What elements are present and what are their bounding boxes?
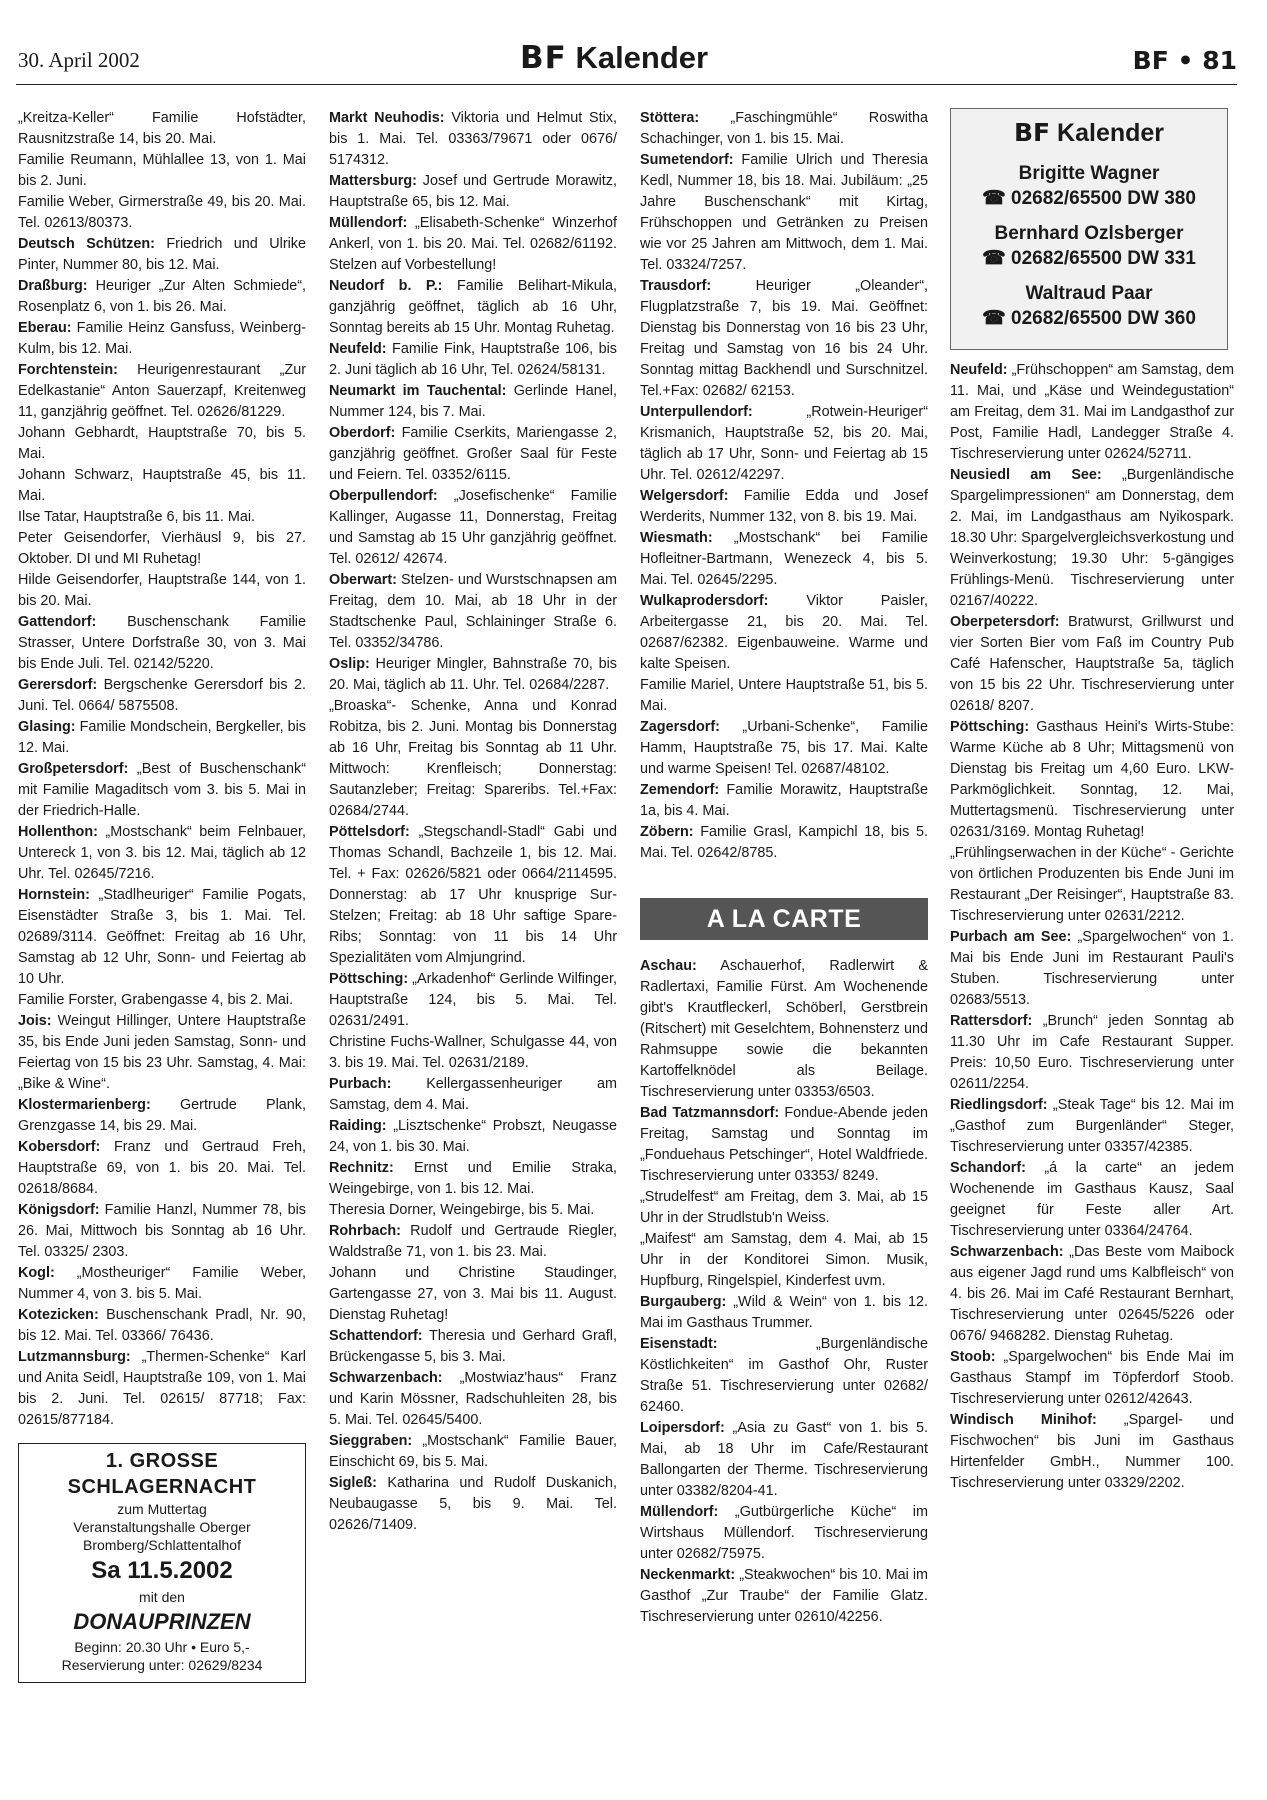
column-2-entries (329, 108, 617, 1536)
listing-place: Oberdorf: (329, 425, 396, 441)
listing-entry (950, 612, 1234, 717)
listing-place: Zöbern: (640, 824, 694, 840)
listing-entry (640, 1229, 928, 1292)
listing-text: Familie Reumann, Mühlallee 13, von 1. Mai bis 2. Juni. (18, 152, 306, 189)
listing-text: Peter Geisendorfer, Vierhäusl 9, bis 27. Oktober. DI und MI Ruhetag! (18, 530, 306, 567)
listing-text: „Broaska“- Schenke, Anna und Konrad Robitza, bis 2. Juni. Montag bis Donnerstag ab 16 Uhr, Freitag bis Sonntag ab 11 Uhr. Mittwoch: Krenfleisch; Donnerstag: Sautanzleber; Freitag: Spareribs. Tel.+Fax: 02684/2744. (329, 698, 617, 819)
listing-place: Welgersdorf: (640, 488, 729, 504)
column-2 (329, 108, 617, 1536)
listing-text: „Urbani-Schenke“, Familie Hamm, Hauptstraße 75, bis 17. Mai. Kalte und warme Speisen! Tel. 02687/48102. (640, 719, 928, 777)
ad-line: mit den (139, 1589, 185, 1605)
listing-place: Eberau: (18, 320, 72, 336)
listing-entry (640, 1334, 928, 1418)
page-title (520, 40, 708, 76)
listing-text: Christine Fuchs-Wallner, Schulgasse 44, von 3. bis 19. Mai. Tel. 02631/2189. (329, 1034, 617, 1071)
brand-logo: BF (520, 40, 567, 76)
ad-line: Bromberg/Schlattentalhof (83, 1537, 241, 1553)
contact-phone (951, 186, 1227, 211)
listing-place: Loipersdorf: (640, 1420, 725, 1436)
listing-entry (329, 108, 617, 171)
listing-entry (640, 717, 928, 780)
listing-place: Riedlingsdorf: (950, 1097, 1048, 1113)
listing-text: Gertrude Plank, Grenzgasse 14, bis 29. Mai. (18, 1097, 306, 1134)
listing-text: „Arkadenhof“ Gerlinde Wilfinger, Hauptstraße 124, bis 5. Mai. Tel. 02631/2491. (329, 971, 617, 1029)
listing-entry (18, 192, 306, 234)
listing-text: Friedrich und Ulrike Pinter, Nummer 80, bis 12. Mai. (18, 236, 307, 273)
listing-place: Unterpullendorf: (640, 404, 753, 420)
ad-band: DONAUPRINZEN (73, 1609, 251, 1634)
ad-line: Reservierung unter: 02629/8234 (61, 1657, 263, 1673)
listing-entry (640, 1418, 928, 1502)
listing-entry (950, 843, 1234, 927)
listing-text: Familie Fink, Hauptstraße 106, bis 2. Juni täglich ab 16 Uhr, Tel. 02624/58131. (329, 341, 617, 378)
listing-entry (18, 108, 306, 150)
listing-entry (329, 1473, 617, 1536)
listing-place: Sigleß: (329, 1475, 377, 1491)
listing-text: Buschenschank Pradl, Nr. 90, bis 12. Mai. Tel. 03366/ 76436. (18, 1307, 306, 1344)
listing-text: „Lisztschenke“ Probszt, Neugasse 24, von 1. bis 30. Mai. (329, 1118, 617, 1155)
listing-text: „Josefischenke“ Familie Kallinger, Augasse 11, Donnerstag, Freitag und Samstag ab 15 Uhr ganzjährig geöffnet. Tel. 02612/ 42674. (329, 488, 617, 567)
issue-date: 30. April 2002 (18, 48, 140, 72)
listing-place: Hollenthon: (18, 824, 98, 840)
listing-text: Familie Forster, Grabengasse 4, bis 2. Mai. (18, 992, 294, 1008)
listing-text: „Das Beste vom Maibock aus eigener Jagd rund ums Kalbfleisch“ von 4. bis 26. Mai im Café Restaurant Bernhart, Tischreservierung unter 02645/5226 oder 0676/ 9468282. Dienstag Ruhetag. (950, 1244, 1234, 1344)
listing-entry (329, 1263, 617, 1326)
listing-text: „Faschingmühle“ Roswitha Schachinger, von 1. bis 15. Mai. (640, 110, 928, 147)
listing-place: Markt Neuhodis: (329, 110, 445, 126)
listing-text: Familie Edda und Josef Werderits, Nummer 132, von 8. bis 19. Mai. (640, 488, 928, 525)
header-divider (16, 84, 1237, 85)
listing-place: Purbach: (329, 1076, 392, 1092)
listing-text: „Mostschank“ bei Familie Hofleitner-Bartmann, Wenezeck 4, bis 5. Mai. Tel. 02645/2295. (640, 530, 928, 588)
page-number (1133, 46, 1237, 75)
listing-entry (640, 150, 928, 276)
listing-text: Johann Schwarz, Hauptstraße 45, bis 11. Mai. (18, 467, 306, 504)
listing-text: „Spargelwochen“ bis Ende Mai im Gasthaus Stampf im Töpferdorf Stoob. Tischreservierung unter 02612/42643. (950, 1349, 1234, 1407)
listing-place: Neufeld: (950, 362, 1008, 378)
listing-place: Neckenmarkt: (640, 1567, 736, 1583)
listing-place: Forchtenstein: (18, 362, 118, 378)
listing-text: Johann und Christine Staudinger, Gartengasse 27, von 3. Mai bis 11. August. Dienstag Ruhetag! (329, 1265, 617, 1323)
listing-entry (329, 1431, 617, 1473)
ad-line: Beginn: 20.30 Uhr • Euro 5,- (74, 1639, 250, 1655)
listing-text: „Strudelfest“ am Freitag, dem 3. Mai, ab 15 Uhr in der Strudlstub'n Weiss. (640, 1189, 928, 1226)
listing-entry (18, 675, 306, 717)
listing-text: Heurigenrestaurant „Zur Edelkastanie“ Anton Sauerzapf, Kreitenweg 11, ganzjährig geöffnet. Tel. 02626/81229. (18, 362, 306, 420)
listing-place: Großpetersdorf: (18, 761, 129, 777)
listing-entry (640, 1292, 928, 1334)
listing-text: „Steakwochen“ bis 10. Mai im Gasthof „Zur Traube“ der Familie Glatz. Tischreservierung unter 02610/42256. (640, 1567, 928, 1625)
listing-text: „Rotwein-Heuriger“ Krismanich, Hauptstraße 52, bis 20. Mai, täglich ab 17 Uhr, Sonn- und Feiertag ab 15 Uhr. Tel. 02612/42297. (640, 404, 928, 483)
ad-date: Sa 11.5.2002 (91, 1557, 233, 1584)
listing-entry (18, 1095, 306, 1137)
listing-place: Zemendorf: (640, 782, 720, 798)
listing-text: „Mostschank“ Familie Bauer, Einschicht 69, bis 5. Mai. (329, 1433, 617, 1470)
listing-text: Heuriger „Oleander“, Flugplatzstraße 7, bis 19. Mai. Geöffnet: Dienstag bis Donnerstag von 16 bis 23 Uhr, Freitag und Samstag von 16 bis 24 Uhr. Sonntag mittag Backhendl und Surschnitzel. Tel.+Fax: 02682/ 62153. (640, 278, 928, 399)
listing-text: Familie Mariel, Untere Hauptstraße 51, bis 5. Mai. (640, 677, 928, 714)
listing-place: Burgauberg: (640, 1294, 727, 1310)
a-la-carte-heading: A LA CARTE (640, 898, 928, 940)
listing-place: Aschau: (640, 958, 697, 974)
listing-place: Klostermarienberg: (18, 1097, 151, 1113)
listing-entry (950, 1011, 1234, 1095)
listing-entry (640, 1187, 928, 1229)
listing-entry (18, 717, 306, 759)
page-separator: • (1177, 46, 1194, 75)
listing-entry (18, 612, 306, 675)
listing-entry (18, 276, 306, 318)
listing-place: Schwarzenbach: (329, 1370, 443, 1386)
listing-text: „Stadlheuriger“ Familie Pogats, Eisenstädter Straße 3, bis 1. Mai. Tel. 02689/3114. Geöffnet: Freitag ab 16 Uhr, Samstag ab 12 Uhr, Sonn- und Feiertag ab 10 Uhr. (18, 887, 306, 987)
listing-text: Theresia Dorner, Weingebirge, bis 5. Mai. (329, 1202, 595, 1218)
listing-text: „Mostschank“ beim Felnbauer, Untereck 1, von 3. bis 12. Mai, täglich ab 12 Uhr. Tel. 02645/7216. (18, 824, 306, 882)
listing-entry (950, 927, 1234, 1011)
a-la-carte-entries (640, 956, 928, 1628)
listing-text: Theresia und Gerhard Grafl, Brückengasse 5, bis 3. Mai. (329, 1328, 617, 1365)
listing-place: Pöttelsdorf: (329, 824, 410, 840)
listing-text: „á la carte“ an jedem Wochenende im Gasthaus Kausz, Saal geeignet für Feste aller Art. Tischreservierung unter 03364/24764. (950, 1160, 1234, 1239)
listing-entry (640, 108, 928, 150)
listing-entry (329, 213, 617, 276)
column-3 (640, 108, 928, 1628)
listing-entry (18, 1011, 306, 1095)
listing-text: Franz und Gertraud Freh, Hauptstraße 69, von 1. bis 20. Mai. Tel. 02618/8684. (18, 1139, 306, 1197)
listing-text: Familie Morawitz, Hauptstraße 1a, bis 4. Mai. (640, 782, 928, 819)
listing-entry (640, 1565, 928, 1628)
listing-text: Fondue-Abende jeden Freitag, Samstag und Sonntag im „Fonduehaus Petschinger“, Hotel Waldfriede. Tischreservierung unter 03353/ 8249. (640, 1105, 928, 1184)
listing-place: Windisch Minihof: (950, 1412, 1097, 1428)
listing-entry (18, 1263, 306, 1305)
listing-entry (329, 1221, 617, 1263)
event-advertisement (18, 1443, 306, 1683)
listing-place: Eisenstadt: (640, 1336, 718, 1352)
phone-number: 02682/65500 DW 360 (1011, 308, 1196, 329)
listing-place: Neumarkt im Tauchental: (329, 383, 507, 399)
listing-entry (640, 822, 928, 864)
listing-entry (329, 570, 617, 654)
listing-entry (950, 1158, 1234, 1242)
listing-entry (18, 1347, 306, 1431)
listing-place: Neufeld: (329, 341, 387, 357)
contact-phone (951, 246, 1227, 271)
listing-entry (329, 1116, 617, 1158)
brand-logo: BF (1013, 118, 1051, 147)
listing-text: „Mostwiaz'haus“ Franz und Karin Mössner, Radschuhleiten 28, bis 5. Mai. Tel. 02645/5400. (329, 1370, 617, 1428)
listing-entry (329, 969, 617, 1032)
listing-entry (329, 276, 617, 339)
listing-text: „Elisabeth-Schenke“ Winzerhof Ankerl, von 1. bis 20. Mai. Tel. 02682/61192. Stelzen auf Vorbestellung! (329, 215, 617, 273)
contact-box (950, 108, 1228, 350)
listing-text: „Spargel- und Fischwochen“ bis Juni im Gasthaus Hirtenfelder GmbH., Nummer 100. Tischreservierung unter 03329/2202. (950, 1412, 1234, 1491)
listing-place: Lutzmannsburg: (18, 1349, 131, 1365)
phone-icon: ☎ (982, 248, 1012, 269)
listing-place: Rattersdorf: (950, 1013, 1033, 1029)
listing-place: Sieggraben: (329, 1433, 413, 1449)
section-title: Kalender (575, 40, 709, 75)
listing-entry (18, 318, 306, 360)
listing-entry (329, 381, 617, 423)
listing-place: Neusiedl am See: (950, 467, 1102, 483)
contact-name: Waltraud Paar (1025, 283, 1153, 304)
listing-place: Stöttera: (640, 110, 700, 126)
listing-place: Purbach am See: (950, 929, 1072, 945)
listing-text: „Spargelwochen“ von 1. Mai bis Ende Juni im Restaurant Pauli's Stuben. Tischreservierung unter 02683/5513. (950, 929, 1234, 1008)
listing-text: „Frühlingserwachen in der Küche“ - Gerichte von örtlichen Produzenten bis Ende Juni im Restaurant „Der Reisinger“, Hauptstraße 83. Tischreservierung unter 02631/2212. (950, 845, 1234, 924)
listing-entry (18, 234, 306, 276)
listing-text: „Steak Tage“ bis 12. Mai im „Gasthof zum Burgenländer“ Steger, Tischreservierung unter 03357/42385. (950, 1097, 1234, 1155)
listing-entry (640, 956, 928, 1103)
listing-text: Johann Gebhardt, Hauptstraße 70, bis 5. Mai. (18, 425, 306, 462)
phone-icon: ☎ (982, 308, 1012, 329)
contact-box-title-text: Kalender (1057, 119, 1165, 147)
listing-place: Königsdorf: (18, 1202, 100, 1218)
ad-line: zum Muttertag (117, 1501, 207, 1517)
listing-entry (950, 465, 1234, 612)
listing-entry (640, 1502, 928, 1565)
listing-entry (18, 759, 306, 822)
listing-text: „Stegschandl-Stadl“ Gabi und Thomas Schandl, Bachzeile 1, bis 12. Mai. Tel. + Fax: 02626/5821 oder 0664/2114595. Donnerstag: ab 17 Uhr knusprige Sur-Stelzen; Freitag: ab 18 Uhr saftige Spare-Ribs; Sonntag: von 11 bis 14 Uhr Spezialitäten vom Almjungrind. (329, 824, 617, 966)
listing-place: Kogl: (18, 1265, 55, 1281)
listing-entry (329, 423, 617, 486)
listing-place: Kotezicken: (18, 1307, 99, 1323)
listing-text: Viktoria und Helmut Stix, bis 1. Mai. Tel. 03363/79671 oder 0676/ 5174312. (329, 110, 617, 168)
page-number-value: 81 (1202, 46, 1237, 75)
column-3-entries (640, 108, 928, 864)
listing-entry (329, 1158, 617, 1200)
listing-text: Gasthaus Heini's Wirts-Stube: Warme Küche ab 8 Uhr; Mittagsmenü von Dienstag bis Freitag um 4,60 Euro. LKW-Parkmöglichkeit. Sonntag, 12. Mai, Muttertagsmenü. Tischreservierung unter 02631/3169. Montag Ruhetag! (950, 719, 1234, 840)
listing-text: Familie Grasl, Kampichl 18, bis 5. Mai. Tel. 02642/8785. (640, 824, 928, 861)
listing-text: Familie Ulrich und Theresia Kedl, Nummer 18, bis 18. Mai. Jubiläum: „25 Jahre Buschenschank“ mit Kirtag, Frühschoppen und Getränken zu Preisen wie vor 25 Jahren am Mittwoch, dem 1. Mai. Tel. 03324/7257. (640, 152, 928, 273)
listing-place: Müllendorf: (640, 1504, 719, 1520)
listing-place: Bad Tatzmannsdorf: (640, 1105, 780, 1121)
listing-place: Rohrbach: (329, 1223, 401, 1239)
listing-place: Zagersdorf: (640, 719, 720, 735)
listing-text: Heuriger Mingler, Bahnstraße 70, bis 20. Mai, täglich ab 11. Uhr. Tel. 02684/2287. (329, 656, 617, 693)
listing-place: Wiesmath: (640, 530, 713, 546)
listing-entry (18, 570, 306, 612)
listing-place: Oberwart: (329, 572, 397, 588)
column-4-entries (950, 360, 1234, 1494)
listing-text: Bergschenke Gerersdorf bis 2. Juni. Tel. 0664/ 5875508. (18, 677, 306, 714)
listing-place: Rechnitz: (329, 1160, 394, 1176)
listing-place: Neudorf b. P.: (329, 278, 443, 294)
listing-entry (18, 990, 306, 1011)
listing-text: Katharina und Rudolf Duskanich, Neubaugasse 5, bis 9. Mai. Tel. 02626/71409. (329, 1475, 617, 1533)
listing-place: Schandorf: (950, 1160, 1026, 1176)
listing-place: Müllendorf: (329, 215, 408, 231)
listing-place: Schattendorf: (329, 1328, 423, 1344)
listing-entry (18, 528, 306, 570)
listing-text: Heuriger „Zur Alten Schmiede“, Rosenplatz 6, von 1. bis 26. Mai. (18, 278, 306, 315)
listing-entry (329, 822, 617, 969)
listing-entry (18, 885, 306, 990)
listing-entry (640, 402, 928, 486)
listing-entry (640, 528, 928, 591)
listing-text: Familie Hanzl, Nummer 78, bis 26. Mai, Mittwoch bis Sonntag ab 16 Uhr. Tel. 03325/ 2303. (18, 1202, 306, 1260)
contact-phone (951, 306, 1227, 331)
listing-text: „Burgenländische Spargelimpressionen“ am Donnerstag, dem 2. Mai, im Landgasthaus am Nyikospark. 18.30 Uhr: Spargelvergleichsverkostung und Weinverkostung; 19.30 Uhr: 5-gängiges Frühlings-Menü. Tischreservierung unter 02167/40222. (950, 467, 1234, 609)
listing-entry (640, 486, 928, 528)
listing-entry (950, 717, 1234, 843)
listing-text: Ernst und Emilie Straka, Weingebirge, von 1. bis 12. Mai. (329, 1160, 617, 1197)
listing-entry (329, 1200, 617, 1221)
listing-text: „Best of Buschenschank“ mit Familie Magaditsch vom 3. bis 5. Mai in der Friedrich-Halle. (18, 761, 306, 819)
listing-entry (329, 486, 617, 570)
listing-text: „Wild & Wein“ von 1. bis 12. Mai im Gasthaus Trummer. (640, 1294, 928, 1331)
listing-place: Pöttsching: (329, 971, 409, 987)
listing-text: Viktor Paisler, Arbeitergasse 21, bis 20. Mai. Tel. 02687/62382. Eigenbauweine. Warme und kalte Speisen. (640, 593, 928, 672)
phone-number: 02682/65500 DW 380 (1011, 188, 1196, 209)
listing-entry (329, 654, 617, 696)
listing-entry (329, 1074, 617, 1116)
listing-entry (640, 1103, 928, 1187)
listing-entry (640, 780, 928, 822)
contact-list (951, 161, 1227, 331)
listing-place: Oslip: (329, 656, 370, 672)
listing-text: „Asia zu Gast“ von 1. bis 5. Mai, ab 18 Uhr im Cafe/Restaurant Ballongarten der Therme. Tischreservierung unter 03382/8204-41. (640, 1420, 928, 1499)
listing-text: Buschenschank Familie Strasser, Untere Dorfstraße 30, von 3. Mai bis Ende Juli. Tel. 02142/5220. (18, 614, 306, 672)
listing-entry (18, 465, 306, 507)
listing-entry (950, 360, 1234, 465)
listing-text: Rudolf und Gertraude Riegler, Waldstraße 71, von 1. bis 23. Mai. (329, 1223, 617, 1260)
listing-place: Trausdorf: (640, 278, 712, 294)
listing-entry (18, 1305, 306, 1347)
listing-place: Pöttsching: (950, 719, 1030, 735)
listing-place: Mattersburg: (329, 173, 417, 189)
column-1 (18, 108, 306, 1683)
phone-icon: ☎ (982, 188, 1012, 209)
listing-text: Hilde Geisendorfer, Hauptstraße 144, von 1. bis 20. Mai. (18, 572, 306, 609)
listing-text: Gerlinde Hanel, Nummer 124, bis 7. Mai. (329, 383, 617, 420)
listing-entry (329, 339, 617, 381)
listing-place: Draßburg: (18, 278, 88, 294)
listing-entry (950, 1242, 1234, 1347)
listing-text: Weingut Hillinger, Untere Hauptstraße 35, bis Ende Juni jeden Samstag, Sonn- und Feiertag von 15 bis 23 Uhr. Samstag, 4. Mai: „Bike & Wine“. (18, 1013, 306, 1092)
listing-text: „Thermen-Schenke“ Karl und Anita Seidl, Hauptstraße 109, von 1. Mai bis 2. Juni. Tel. 02615/ 87718; Fax: 02615/877184. (18, 1349, 306, 1428)
listing-place: Schwarzenbach: (950, 1244, 1064, 1260)
listing-place: Hornstein: (18, 887, 90, 903)
listing-entry (329, 1368, 617, 1431)
contact-box-title (951, 115, 1227, 151)
listing-text: Familie Heinz Gansfuss, Weinberg-Kulm, bis 12. Mai. (18, 320, 306, 357)
ad-headline: 1. GROSSE SCHLAGERNACHT (67, 1450, 257, 1498)
listing-text: Familie Weber, Girmerstraße 49, bis 20. Mai. Tel. 02613/80373. (18, 194, 306, 231)
listing-text: „Kreitza-Keller“ Familie Hofstädter, Rausnitzstraße 14, bis 20. Mai. (18, 110, 306, 147)
listing-place: Oberpetersdorf: (950, 614, 1060, 630)
listing-text: Familie Belihart-Mikula, ganzjährig geöffnet, täglich ab 16 Uhr, Sonntag bereits ab 15 Uhr. Montag Ruhetag. (329, 278, 617, 336)
phone-number: 02682/65500 DW 331 (1011, 248, 1196, 269)
listing-place: Jois: (18, 1013, 52, 1029)
listing-entry (640, 276, 928, 402)
listing-entry (18, 1137, 306, 1200)
listing-text: Familie Mondschein, Bergkeller, bis 12. Mai. (18, 719, 306, 756)
listing-entry (329, 1032, 617, 1074)
listing-entry (950, 1410, 1234, 1494)
listing-text: Stelzen- und Wurstschnapsen am Freitag, dem 10. Mai, ab 18 Uhr in der Stadtschenke Paul, Schlaininger Straße 6. Tel. 03352/34786. (329, 572, 617, 651)
listing-entry (18, 1200, 306, 1263)
listing-place: Stoob: (950, 1349, 996, 1365)
ad-line: Veranstaltungshalle Oberger (73, 1519, 251, 1535)
listing-entry (329, 171, 617, 213)
listing-place: Gerersdorf: (18, 677, 98, 693)
listing-text: „Burgenländische Köstlichkeiten“ im Gasthof Ohr, Ruster Straße 51. Tischreservierung unter 02682/ 62460. (640, 1336, 928, 1415)
listing-text: „Mostheuriger“ Familie Weber, Nummer 4, von 3. bis 5. Mai. (18, 1265, 306, 1302)
contact-name: Bernhard Ozlsberger (994, 223, 1184, 244)
listing-entry (18, 822, 306, 885)
listing-entry (329, 1326, 617, 1368)
listing-entry (950, 1347, 1234, 1410)
listing-place: Deutsch Schützen: (18, 236, 155, 252)
listing-place: Glasing: (18, 719, 76, 735)
listing-place: Wulkaprodersdorf: (640, 593, 769, 609)
listing-text: „Maifest“ am Samstag, dem 4. Mai, ab 15 Uhr in der Konditorei Simon. Musik, Hupfburg, Ringelspiel, Kinderfest uvm. (640, 1231, 928, 1289)
listing-entry (18, 423, 306, 465)
listing-place: Raiding: (329, 1118, 387, 1134)
listing-place: Oberpullendorf: (329, 488, 438, 504)
listing-entry (640, 591, 928, 675)
listing-text: „Gutbürgerliche Küche“ im Wirtshaus Müllendorf. Tischreservierung unter 02682/75975. (640, 1504, 928, 1562)
listing-text: Bratwurst, Grillwurst und vier Sorten Bier vom Faß im Country Pub Café Hafenscher, Hauptstraße 5a, täglich von 15 bis 22 Uhr. Tischreservierung unter 02618/ 8207. (950, 614, 1234, 714)
listing-text: Josef und Gertrude Morawitz, Hauptstraße 65, bis 12. Mai. (329, 173, 617, 210)
listing-text: Kellergassenheuriger am Samstag, dem 4. Mai. (329, 1076, 617, 1113)
listing-text: „Frühschoppen“ am Samstag, dem 11. Mai, und „Käse und Weindegustation“ am Freitag, dem 31. Mai im Landgasthof zur Post, Familie Hadl, Landegger Straße 4. Tischreservierung unter 02624/52711. (950, 362, 1234, 462)
listing-text: Aschauerhof, Radlerwirt & Radlertaxi, Familie Fürst. Am Wochenende gibt's Krautfleckerl, Schöberl, Gerstbrein (Ritschert) mit Geselchtem, Bohnensterz und Rahmsuppe sowie die bekannten Kartoffelknödel als Beilage. Tischreservierung unter 03353/6503. (640, 958, 928, 1100)
listing-place: Sumetendorf: (640, 152, 734, 168)
column-4 (950, 108, 1234, 1494)
listing-entry (640, 675, 928, 717)
listing-entry (950, 1095, 1234, 1158)
listing-place: Kobersdorf: (18, 1139, 101, 1155)
listing-entry (18, 150, 306, 192)
listing-entry (18, 507, 306, 528)
listing-text: „Brunch“ jeden Sonntag ab 11.30 Uhr im Cafe Restaurant Supper. Preis: 10,50 Euro. Tischreservierung unter 02611/2254. (950, 1013, 1234, 1092)
page-prefix: BF (1132, 46, 1169, 75)
listing-entry (329, 696, 617, 822)
listing-text: Ilse Tatar, Hauptstraße 6, bis 11. Mai. (18, 509, 256, 525)
column-1-entries (18, 108, 306, 1431)
listing-entry (18, 360, 306, 423)
listing-text: Familie Cserkits, Mariengasse 2, ganzjährig geöffnet. Großer Saal für Feste und Feiern. Tel. 03352/6115. (329, 425, 617, 483)
contact-name: Brigitte Wagner (1018, 163, 1160, 184)
listing-place: Gattendorf: (18, 614, 97, 630)
